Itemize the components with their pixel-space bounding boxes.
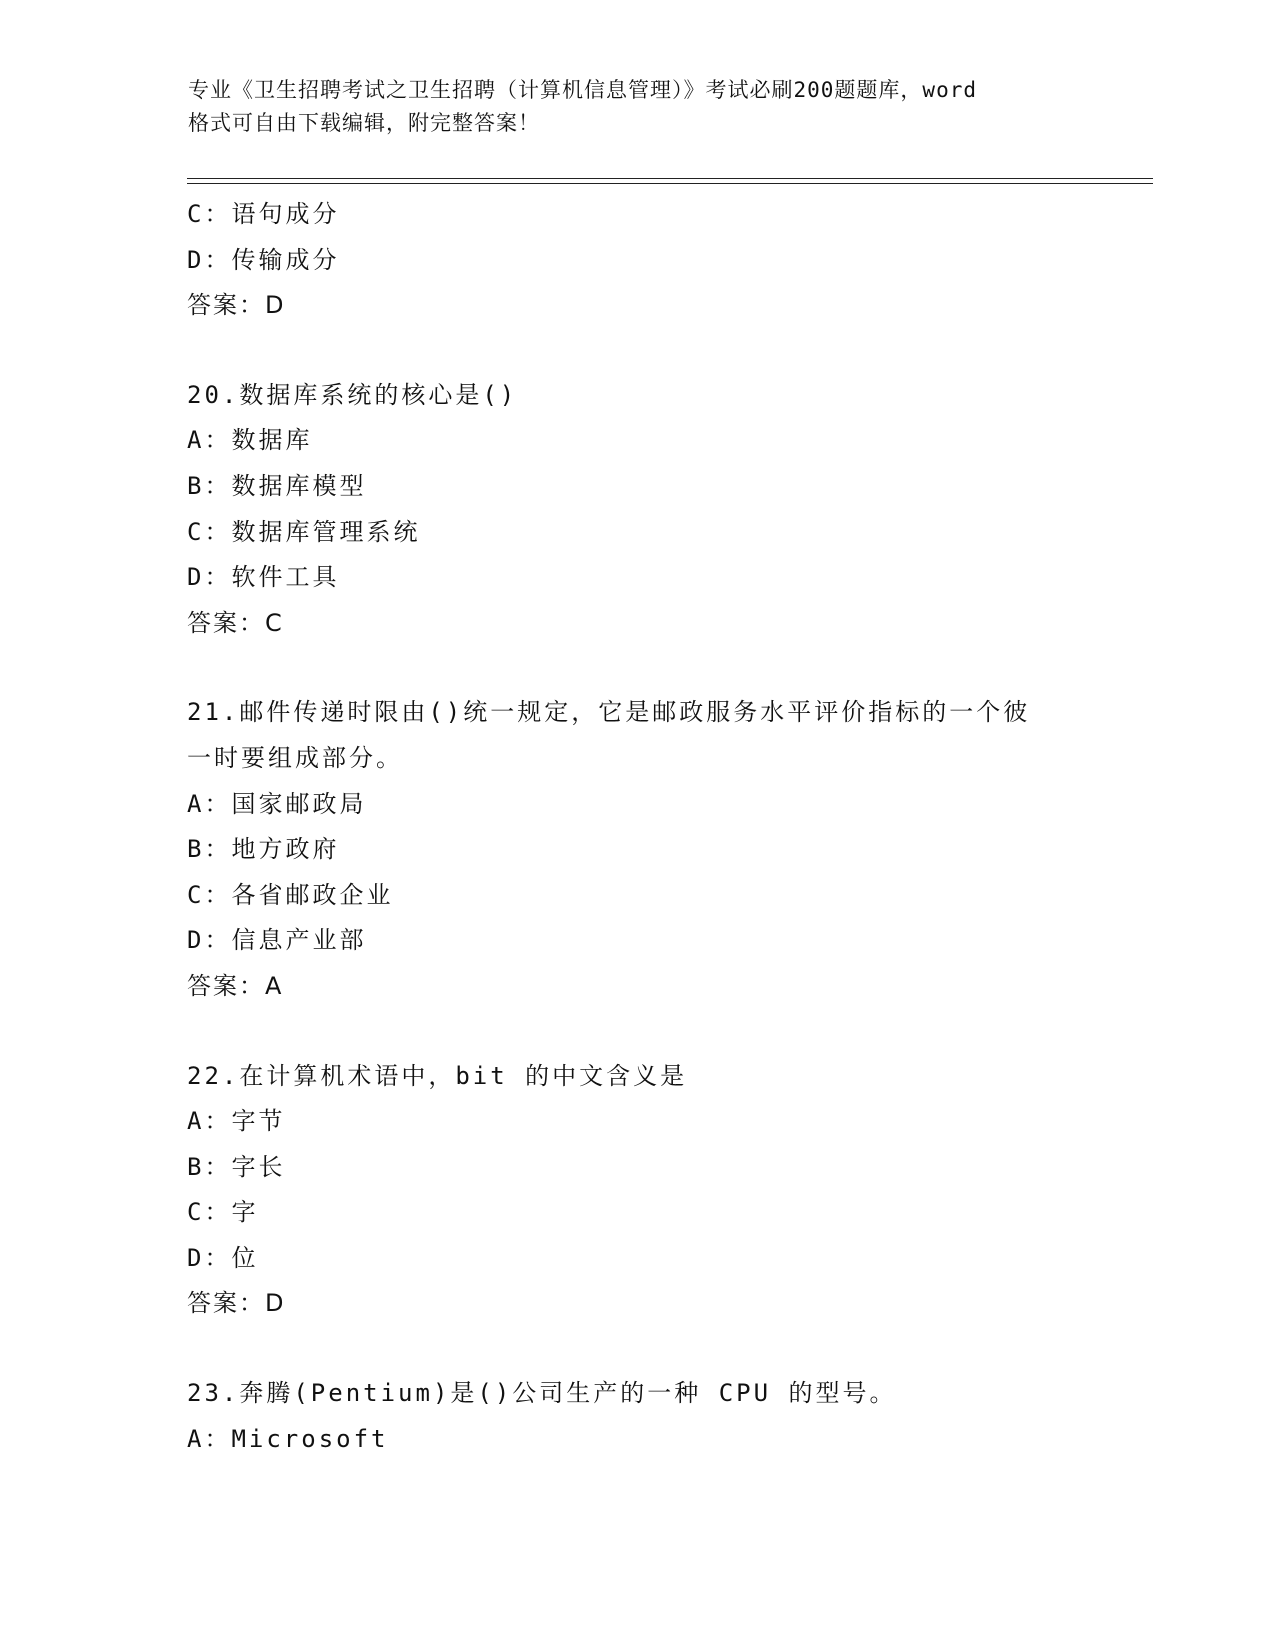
option-d: D：软件工具 (187, 563, 340, 592)
option-a: A：数据库 (187, 426, 313, 455)
question-stem-line-1: 21.邮件传递时限由()统一规定，它是邮政服务水平评价指标的一个彼 (187, 698, 1031, 727)
answer-line: 答案：D (187, 1289, 286, 1318)
option-d: D：信息产业部 (187, 926, 367, 955)
option-c: C：数据库管理系统 (187, 517, 421, 546)
header-divider-top (187, 178, 1153, 179)
option-d: D：传输成分 (187, 245, 340, 274)
option-b: B：地方政府 (187, 835, 340, 864)
question-stem: 22.在计算机术语中，bit 的中文含义是 (187, 1061, 688, 1090)
option-a: A：Microsoft (187, 1424, 389, 1453)
option-c: C：语句成分 (187, 200, 340, 228)
question-stem: 23.奔腾(Pentium)是()公司生产的一种 CPU 的型号。 (187, 1379, 897, 1408)
answer-line: 答案：D (187, 291, 286, 320)
option-c: C：字 (187, 1198, 259, 1227)
document-header (188, 74, 1088, 140)
option-a: A：字节 (187, 1107, 286, 1136)
header-line-1: 专业《卫生招聘考试之卫生招聘（计算机信息管理）》考试必刷200题题库，word (188, 78, 977, 102)
question-block-22 (187, 1054, 1087, 1328)
answer-line: 答案：C (187, 608, 284, 637)
option-b: B：字长 (187, 1152, 286, 1181)
question-block-partial (187, 192, 1087, 329)
option-c: C：各省邮政企业 (187, 880, 394, 909)
question-block-23 (187, 1371, 1087, 1462)
question-stem: 20.数据库系统的核心是() (187, 380, 518, 409)
header-line-2: 格式可自由下载编辑，附完整答案！ (188, 111, 540, 135)
option-b: B：数据库模型 (187, 471, 367, 500)
option-d: D：位 (187, 1243, 259, 1272)
option-a: A：国家邮政局 (187, 789, 367, 818)
question-stem-line-2: 一时要组成部分。 (187, 743, 403, 772)
question-block-20 (187, 373, 1087, 647)
question-list (187, 192, 1087, 1462)
header-divider-bottom (187, 183, 1153, 184)
question-block-21 (187, 690, 1087, 1009)
answer-line: 答案：A (187, 971, 284, 1000)
